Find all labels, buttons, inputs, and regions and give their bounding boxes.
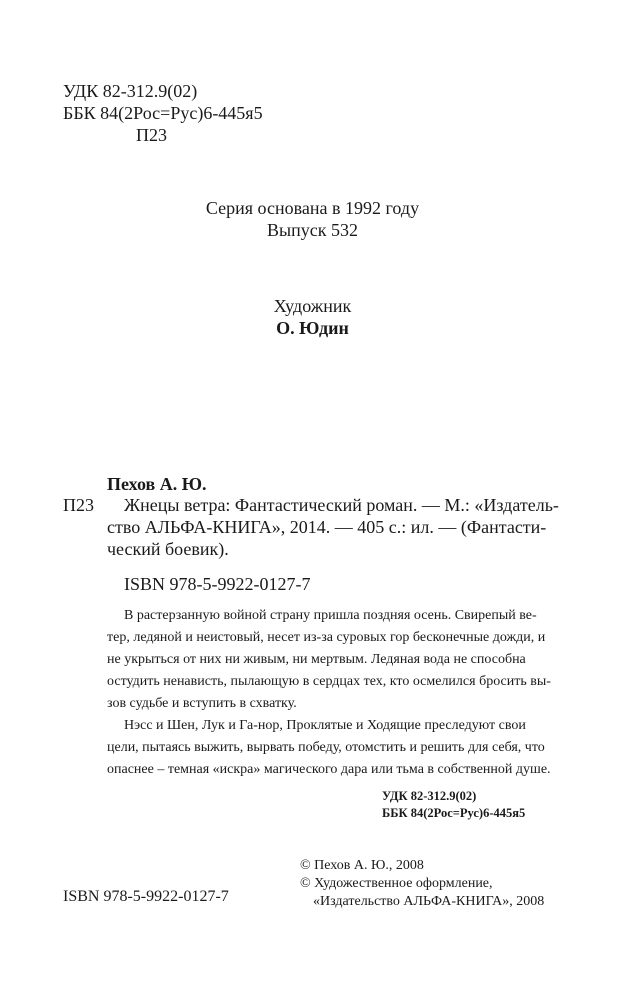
author-mark: П23 — [136, 125, 167, 145]
artist-name: О. Юдин — [276, 318, 349, 338]
annotation-line: не укрыться от них ни живым, ни мертвым. Ледяная вода не способна — [107, 652, 526, 667]
series-issue: Выпуск 532 — [267, 220, 358, 240]
annotation-line: цели, пытаясь выжить, вырвать победу, отомстить и решить для себя, что — [107, 740, 545, 755]
bib-line-1: Жнецы ветра: Фантастический роман. — М.: «Издатель- — [124, 495, 559, 515]
annotation-line: опаснее – темная «искра» магического дара или тьма в собственной душе. — [107, 762, 551, 777]
bib-author-mark: П23 — [63, 495, 94, 515]
annotation-line: В растерзанную войной страну пришла поздняя осень. Свирепый ве- — [124, 608, 537, 623]
copyright-line: «Издательство АЛЬФА-КНИГА», 2008 — [313, 894, 545, 909]
annotation-line: зов судьбе и вступить в схватку. — [107, 696, 297, 711]
footer-isbn: ISBN 978-5-9922-0127-7 — [63, 888, 229, 905]
annotation-line: остудить ненависть, пылающую в сердцах тех, кто осмелился бросить вы- — [107, 674, 551, 689]
annotation-line: тер, ледяной и неистовый, несет из-за суровых гор бесконечные дожди, и — [107, 630, 546, 645]
copyright-line: © Художественное оформление, — [300, 876, 493, 891]
series-founded: Серия основана в 1992 году — [205, 198, 420, 218]
footer-bbk: ББК 84(2Рос=Рус)6-445я5 — [382, 806, 526, 820]
copyright-line: © Пехов А. Ю., 2008 — [300, 858, 424, 873]
bbk-code: ББК 84(2Рос=Рус)6-445я5 — [63, 103, 263, 123]
artist-label: Художник — [273, 296, 352, 316]
bib-isbn: ISBN 978-5-9922-0127-7 — [124, 574, 311, 594]
bib-line-3: ческий боевик). — [107, 539, 229, 559]
footer-udk: УДК 82-312.9(02) — [382, 789, 477, 803]
udk-code: УДК 82-312.9(02) — [63, 81, 198, 101]
bib-line-2: ство АЛЬФА-КНИГА», 2014. — 405 с.: ил. — (Фантасти- — [107, 517, 547, 537]
annotation-line: Нэсс и Шен, Лук и Га-нор, Проклятые и Ходящие преследуют свои — [124, 718, 526, 733]
author-heading: Пехов А. Ю. — [107, 474, 207, 494]
